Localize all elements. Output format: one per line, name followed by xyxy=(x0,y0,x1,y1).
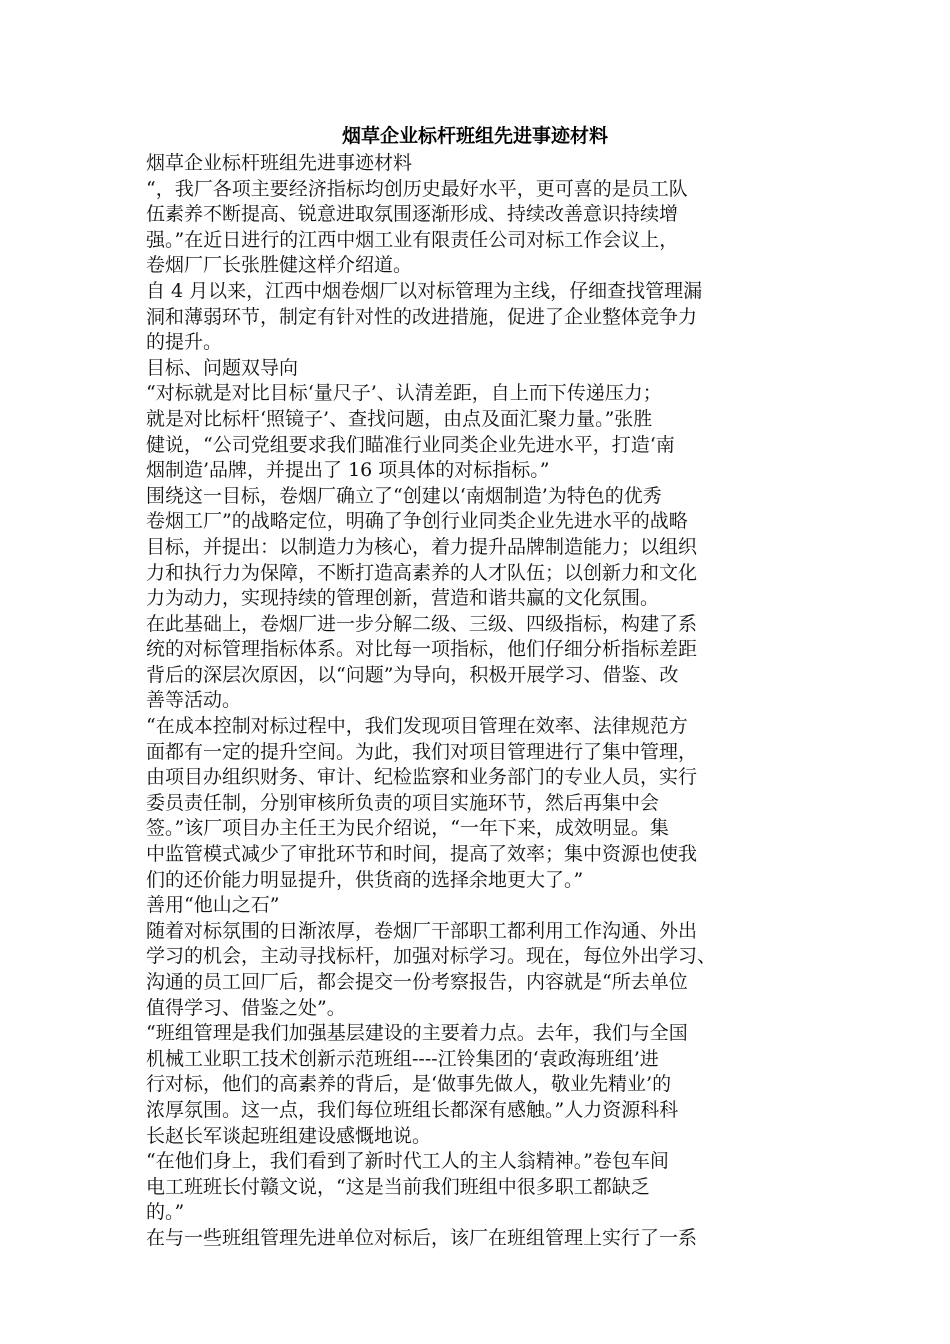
text-line: “班组管理是我们加强基层建设的主要着力点。去年，我们与全国 xyxy=(146,1022,688,1045)
text-line: 们的还价能力明显提升，供货商的选择余地更大了。” xyxy=(146,868,584,891)
text-line: “对标就是对比目标‘量尺子’、认清差距，自上而下传递压力； xyxy=(146,382,662,405)
text-line: 学习的机会，主动寻找标杆，加强对标学习。现在，每位外出学习、 xyxy=(146,945,717,968)
text-line: 的。” xyxy=(146,1201,185,1224)
text-line: 在此基础上，卷烟厂进一步分解二级、三级、四级指标，构建了系 xyxy=(146,612,698,635)
text-line: “，我厂各项主要经济指标均创历史最好水平，更可喜的是员工队 xyxy=(146,177,688,200)
text-line: 烟制造’品牌，并提出了 16 项具体的对标指标。” xyxy=(146,459,550,482)
text-line: 目标、问题双导向 xyxy=(146,356,299,379)
text-line: 的提升。 xyxy=(146,331,223,354)
text-line: 由项目办组织财务、审计、纪检监察和业务部门的专业人员，实行 xyxy=(146,766,698,789)
text-line: 背后的深层次原因，以“问题”为导向，积极开展学习、借鉴、改 xyxy=(146,663,679,686)
text-line: 卷烟工厂”的战略定位，明确了争创行业同类企业先进水平的战略 xyxy=(146,510,688,533)
text-line: 沟通的员工回厂后，都会提交一份考察报告，内容就是“所去单位 xyxy=(146,971,688,993)
text-line: 机械工业职工技术创新示范班组----江铃集团的‘袁政海班组’进 xyxy=(146,1047,659,1070)
text-line: 力和执行力为保障，不断打造高素养的人才队伍；以创新力和文化 xyxy=(146,561,698,584)
text-line: 随着对标氛围的日渐浓厚，卷烟厂干部职工都利用工作沟通、外出 xyxy=(146,919,698,942)
text-line: “在他们身上，我们看到了新时代工人的主人翁精神。”卷包车间 xyxy=(146,1150,669,1173)
text-line: “在成本控制对标过程中，我们发现项目管理在效率、法律规范方 xyxy=(146,715,688,738)
text-line: 洞和薄弱环节，制定有针对性的改进措施，促进了企业整体竞争力 xyxy=(146,305,698,328)
text-line: 浓厚氛围。这一点，我们每位班组长都深有感触。”人力资源科科 xyxy=(146,1098,679,1121)
text-line: 统的对标管理指标体系。对比每一项指标，他们仔细分析指标差距 xyxy=(146,638,698,661)
text-line: 自 4 月以来，江西中烟卷烟厂以对标管理为主线，仔细查找管理漏 xyxy=(146,279,703,302)
text-line: 伍素养不断提高、锐意进取氛围逐渐形成、持续改善意识持续增 xyxy=(146,203,679,226)
text-line: 烟草企业标杆班组先进事迹材料 xyxy=(146,152,413,174)
document-body xyxy=(146,151,806,1252)
text-line: 中监管模式减少了审批环节和时间，提高了效率；集中资源也使我 xyxy=(146,843,698,866)
text-line: 签。”该厂项目办主任王为民介绍说，“一年下来，成效明显。集 xyxy=(146,817,669,840)
text-line: 面都有一定的提升空间。为此，我们对项目管理进行了集中管理， xyxy=(146,740,698,763)
text-line: 善用“他山之石” xyxy=(146,894,280,917)
text-line: 强。”在近日进行的江西中烟工业有限责任公司对标工作会议上， xyxy=(146,228,679,251)
text-line: 善等活动。 xyxy=(146,689,242,712)
text-line: 电工班班长付赣文说，“这是当前我们班组中很多职工都缺乏 xyxy=(146,1175,650,1198)
text-line: 长赵长军谈起班组建设感慨地说。 xyxy=(146,1124,432,1147)
text-line: 就是对比标杆‘照镜子’、查找问题，由点及面汇聚力量。”张胜 xyxy=(146,407,653,430)
text-line: 围绕这一目标，卷烟厂确立了“创建以‘南烟制造’为特色的优秀 xyxy=(146,484,662,507)
text-line: 委员责任制，分别审核所负责的项目实施环节，然后再集中会 xyxy=(146,791,660,814)
text-line: 卷烟厂厂长张胜健这样介绍道。 xyxy=(146,254,413,277)
document-title: 烟草企业标杆班组先进事迹材料 xyxy=(341,125,608,147)
text-line: 值得学习、借鉴之处”。 xyxy=(146,996,346,1019)
text-line: 目标，并提出：以制造力为核心，着力提升品牌制造能力；以组织 xyxy=(146,535,698,558)
text-line: 在与一些班组管理先进单位对标后，该厂在班组管理上实行了一系 xyxy=(146,1226,698,1249)
text-line: 健说，“公司党组要求我们瞄准行业同类企业先进水平，打造‘南 xyxy=(146,433,675,456)
text-line: 力为动力，实现持续的管理创新，营造和谐共赢的文化氛围。 xyxy=(146,587,660,610)
text-line: 行对标，他们的高素养的背后，是‘做事先做人，敬业先精业’的 xyxy=(146,1073,672,1096)
